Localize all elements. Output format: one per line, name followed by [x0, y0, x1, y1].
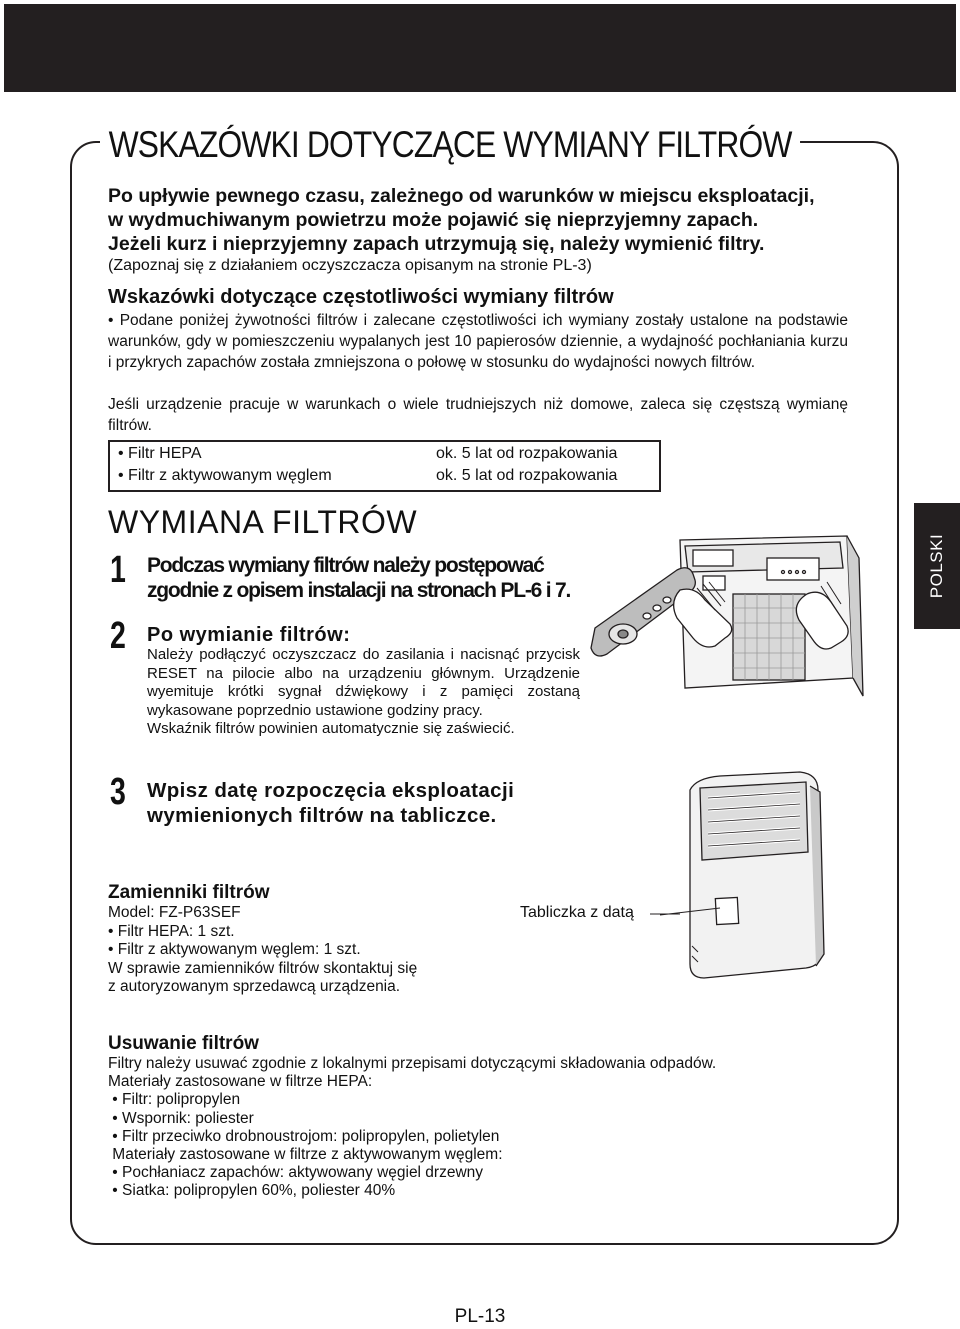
filter-replacement-illustration	[585, 528, 865, 698]
table-row	[118, 465, 653, 487]
step-3-text: Wpisz datę rozpoczęcia eksploatacji wymienionych filtrów na tabliczce.	[147, 779, 515, 827]
disposal-line: Filtry należy usuwać zgodnie z lokalnymi przepisami dotyczącymi składowania odpadów.	[108, 1055, 717, 1072]
callout-leader-line	[650, 912, 680, 918]
spare-parts-line: • Filtr HEPA: 1 szt.	[108, 922, 235, 940]
step-1-text: Podczas wymiany filtrów należy postępować zgodnie z opisem instalacji na stronach PL-6 i 7.	[147, 554, 571, 602]
intro-note: (Zapoznaj się z działaniem oczyszczacza opisanym na stronie PL-3)	[108, 257, 592, 274]
disposal-line: • Pochłaniacz zapachów: aktywowany węgiel drzewny	[108, 1164, 484, 1182]
purifier-date-plate-illustration	[660, 770, 830, 985]
language-tab-label: POLSKI	[927, 533, 946, 599]
disposal-line: • Siatka: polipropylen 60%, poliester 40%	[108, 1182, 396, 1200]
spare-parts-line: Model: FZ-P63SEF	[108, 904, 241, 921]
page-title: WSKAZÓWKI DOTYCZĄCE WYMIANY FILTRÓW	[100, 122, 800, 168]
filter-life-table	[108, 440, 661, 492]
step-2-title: Po wymianie filtrów:	[147, 624, 351, 646]
disposal-line: • Wspornik: poliester	[108, 1109, 254, 1127]
spare-parts-line: W sprawie zamienników filtrów skontaktuj się	[108, 959, 418, 977]
intro-line: w wydmuchiwanym powietrzu może pojawić się nieprzyjemny zapach.	[108, 209, 759, 231]
spare-parts-line: • Filtr z aktywowanym węglem: 1 szt.	[108, 941, 361, 958]
table-cell-value: ok. 5 lat od rozpakowania	[436, 445, 618, 462]
frequency-paragraph-2: Jeśli urządzenie pracuje w warunkach o wiele trudniejszych niż domowe, zaleca się częstszą wymianę filtrów.	[108, 396, 848, 434]
spare-parts-line: z autoryzowanym sprzedawcą urządzenia.	[108, 978, 401, 995]
intro-line: Jeżeli kurz i nieprzyjemny zapach utrzymują się, należy wymienić filtry.	[108, 233, 765, 255]
disposal-line: Materiały zastosowane w filtrze z aktywowanym węglem:	[108, 1146, 503, 1164]
table-cell-item: • Filtr HEPA	[118, 445, 202, 462]
disposal-line: • Filtr przeciwko drobnoustrojom: polipropylen, polietylen	[108, 1127, 500, 1145]
replacement-heading: WYMIANA FILTRÓW	[108, 504, 418, 540]
disposal-line: • Filtr: polipropylen	[108, 1091, 241, 1109]
date-plate-label: Tabliczka z datą	[520, 904, 634, 921]
step-number: 1	[110, 549, 126, 591]
frequency-heading: Wskazówki dotyczące częstotliwości wymiany filtrów	[108, 286, 614, 308]
intro-line: Po upływie pewnego czasu, zależnego od warunków w miejscu eksploatacji,	[108, 185, 815, 207]
disposal-line: Materiały zastosowane w filtrze HEPA:	[108, 1073, 373, 1091]
spare-parts-section	[108, 882, 508, 997]
disposal-section	[108, 1033, 868, 1201]
step-2-paragraph: Należy podłączyć oczyszczacz do zasilania i nacisnąć przycisk RESET na pilocie albo na urządzeniu głównym. Urządzenie wyemituje krótki sygnał dźwiękowy i z pamięci zostaną wykasowane poprzednio ustawione godziny pracy.	[147, 646, 580, 719]
table-row	[118, 443, 653, 465]
table-cell-value: ok. 5 lat od rozpakowania	[436, 467, 618, 484]
step-2-text	[147, 646, 580, 739]
header-bar	[4, 4, 956, 92]
step-2-paragraph-2: Wskaźnik filtrów powinien automatycznie się zaświecić.	[147, 720, 515, 737]
step-number: 2	[110, 615, 126, 657]
step-number: 3	[110, 771, 126, 813]
language-tab	[914, 503, 960, 629]
disposal-heading: Usuwanie filtrów	[108, 1033, 259, 1054]
frequency-paragraph: • Podane poniżej żywotności filtrów i zalecane częstotliwości ich wymiany zostały ustalone na podstawie warunków, gdy w pomieszczeniu wypalanych jest 10 papierosów dziennie, a wydajność pochłaniania kurzu i przykrych zapachów została zmniejszona o połowę w stosunku do wydajności nowych filtrów.	[108, 312, 848, 371]
spare-parts-heading: Zamienniki filtrów	[108, 882, 270, 903]
page-number: PL-13	[454, 1306, 506, 1327]
table-cell-item: • Filtr z aktywowanym węglem	[118, 467, 332, 484]
intro-bold-text	[108, 184, 848, 256]
